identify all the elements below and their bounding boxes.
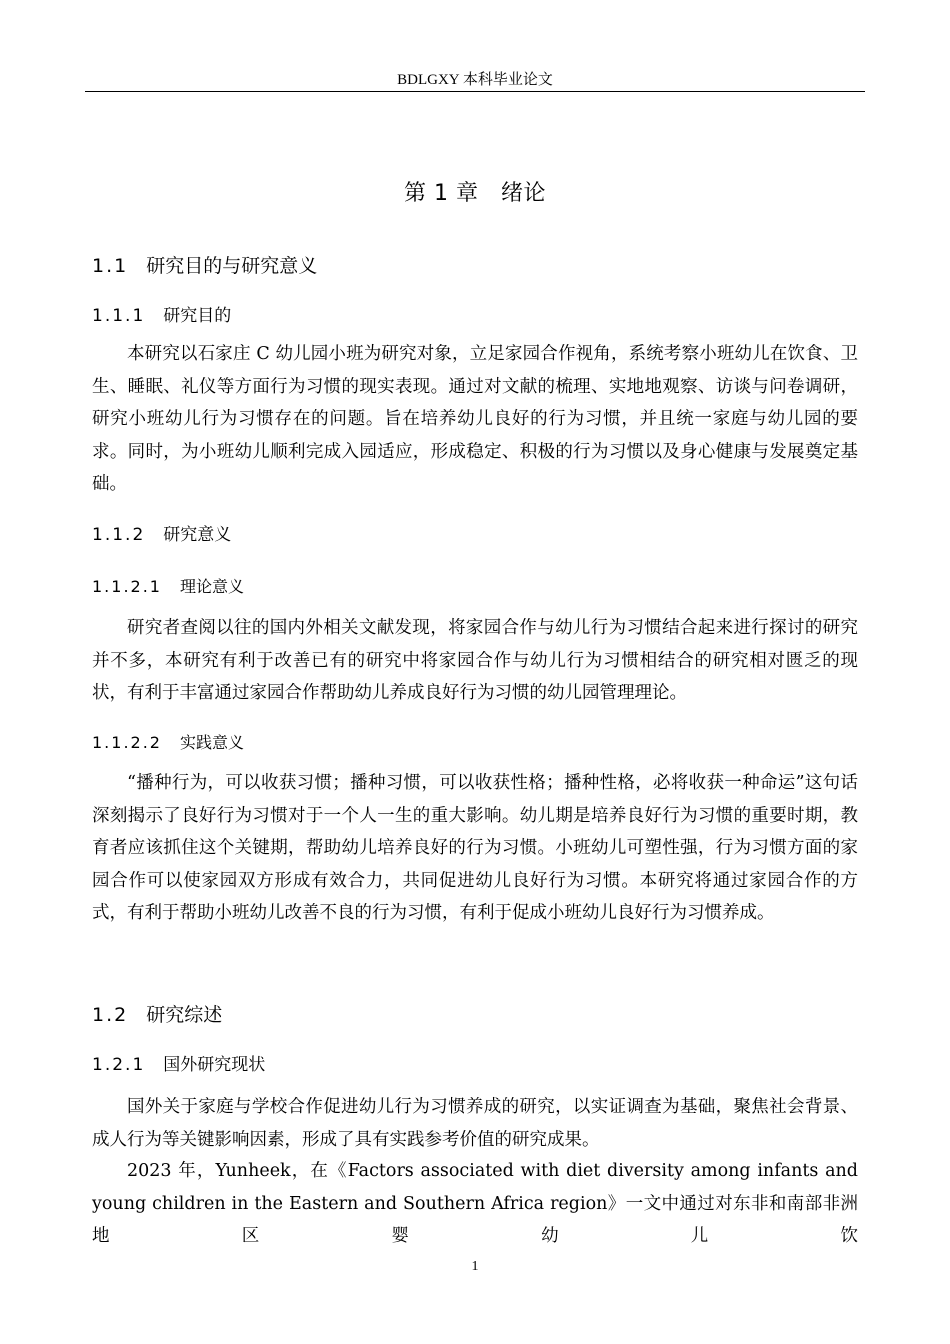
section-heading-1-1-2-2 (92, 731, 244, 755)
section-heading-1-2 (92, 1001, 222, 1029)
section-title: 理论意义 (179, 577, 244, 596)
section-title: 实践意义 (179, 733, 244, 752)
paragraph-practical-significance: “播种行为，可以收获习惯；播种习惯，可以收获性格；播种性格，必将收获一种命运”这句话深刻揭示了良好行为习惯对于一个人一生的重大影响。幼儿期是培养良好行为习惯的重要时期，教育者应该抓住这个关键期，帮助幼儿培养良好的行为习惯。小班幼儿可塑性强，行为习惯方面的家园合作可以使家园双方形成有效合力，共同促进幼儿良好行为习惯。本研究将通过家园合作的方式，有利于帮助小班幼儿改善不良的行为习惯，有利于促成小班幼儿良好行为习惯养成。 (92, 773, 858, 923)
header-rule (85, 91, 865, 92)
paragraph-yunheek-study: 2023 年，Yunheek，在《Factors associated with diet diversity among infants and young children in the Eastern and Southern Africa region》一文中通过对东非和南部非洲地区婴幼儿饮 (92, 1161, 858, 1246)
section-number: 1.1.2.1 (92, 577, 162, 596)
section-heading-1-1-2-1 (92, 575, 244, 599)
section-title: 国外研究现状 (163, 1055, 266, 1075)
paragraph-theoretical-significance: 研究者查阅以往的国内外相关文献发现，将家园合作与幼儿行为习惯结合起来进行探讨的研究并不多，本研究有利于改善已有的研究中将家园合作与幼儿行为习惯相结合的研究相对匮乏的现状，有利于丰富通过家园合作帮助幼儿养成良好行为习惯的幼儿园管理理论。 (92, 618, 858, 703)
running-header: BDLGXY 本科毕业论文 (397, 72, 553, 88)
chapter-title: 第 1 章 绪论 (404, 181, 546, 206)
paragraph-foreign-research-overview: 国外关于家庭与学校合作促进幼儿行为习惯养成的研究，以实证调查为基础，聚焦社会背景、成人行为等关键影响因素，形成了具有实践参考价值的研究成果。 (92, 1097, 858, 1150)
section-number: 1.1.2.2 (92, 733, 162, 752)
section-title: 研究目的与研究意义 (146, 255, 318, 277)
page-number: 1 (471, 1259, 479, 1274)
section-number: 1.1.2 (92, 525, 146, 545)
section-title: 研究意义 (163, 525, 232, 545)
section-number: 1.1 (92, 255, 129, 277)
section-heading-1-1 (92, 252, 317, 280)
section-number: 1.2.1 (92, 1055, 146, 1075)
section-title: 研究目的 (163, 306, 232, 326)
section-heading-1-2-1 (92, 1052, 265, 1078)
section-heading-1-1-1 (92, 303, 231, 329)
section-number: 1.2 (92, 1004, 129, 1026)
section-heading-1-1-2 (92, 522, 231, 548)
section-number: 1.1.1 (92, 306, 146, 326)
section-title: 研究综述 (146, 1004, 223, 1026)
paragraph-research-purpose: 本研究以石家庄 C 幼儿园小班为研究对象，立足家园合作视角，系统考察小班幼儿在饮食、卫生、睡眠、礼仪等方面行为习惯的现实表现。通过对文献的梳理、实地地观察、访谈与问卷调研，研究小班幼儿行为习惯存在的问题。旨在培养幼儿良好的行为习惯，并且统一家庭与幼儿园的要求。同时，为小班幼儿顺利完成入园适应，形成稳定、积极的行为习惯以及身心健康与发展奠定基础。 (92, 344, 858, 494)
